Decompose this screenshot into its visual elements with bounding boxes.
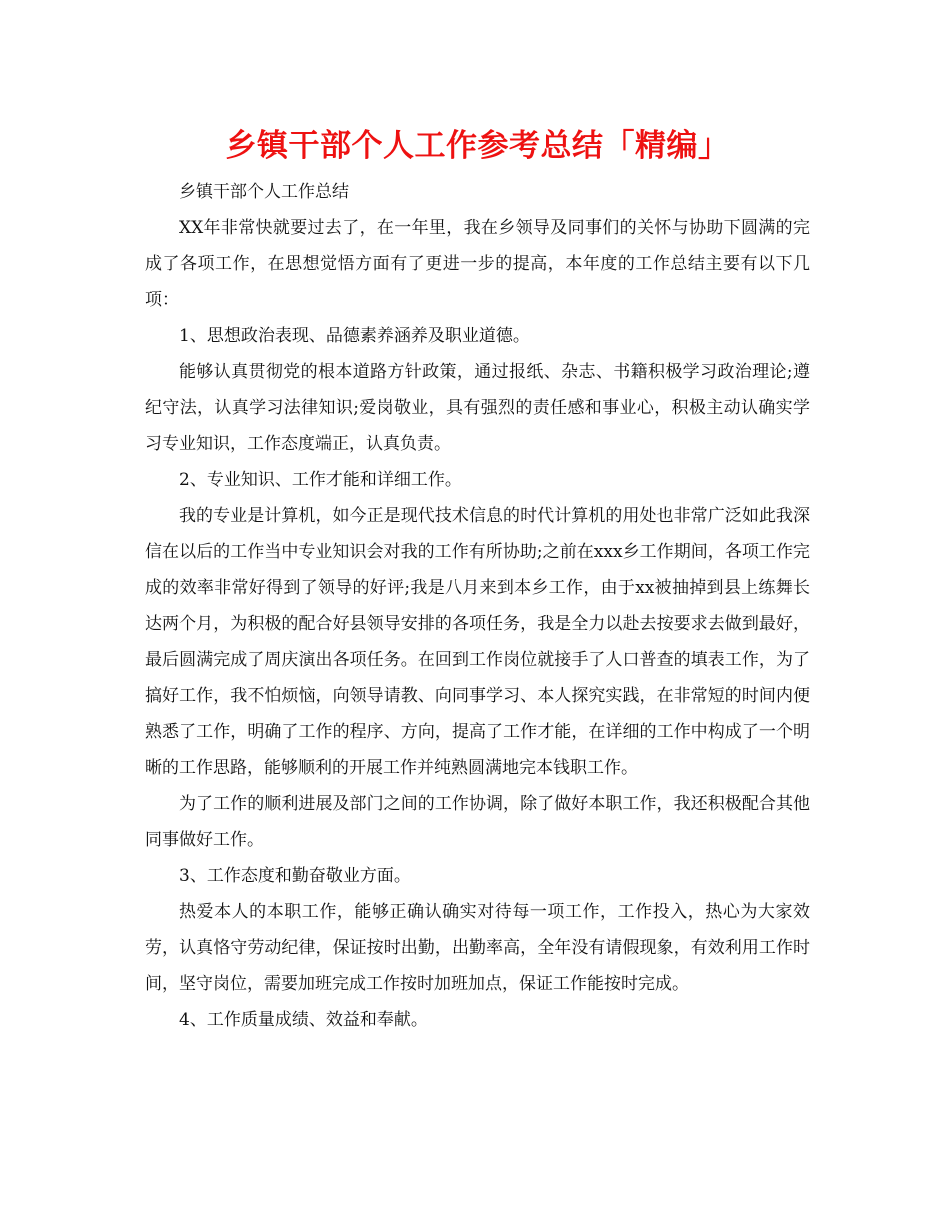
paragraph-section-2-cont: 为了工作的顺利进展及部门之间的工作协调，除了做好本职工作，我还积极配合其他同事做好工作。	[145, 794, 810, 850]
paragraph-section-2: 我的专业是计算机，如今正是现代技术信息的时代计算机的用处也非常广泛如此我深信在以后的工作当中专业知识会对我的工作有所协助;之前在xxx乡工作期间，各项工作完成的效率非常好得到了领导的好评;我是八月来到本乡工作，由于xx被抽掉到县上练舞长达两个月，为积极的配合好县领导安排的各项任务，我是全力以赴去按要求去做到最好，最后圆满完成了周庆演出各项任务。在回到工作岗位就接手了人口普查的填表工作，为了搞好工作，我不怕烦恼，向领导请教、向同事学习、本人探究实践，在非常短的时间内便熟悉了工作，明确了工作的程序、方向，提高了工作才能，在详细的工作中构成了一个明晰的工作思路，能够顺利的开展工作并纯熟圆满地完本钱职工作。	[145, 506, 810, 778]
section-heading-3: 3、工作态度和勤奋敬业方面。	[179, 866, 411, 886]
section-heading-2: 2、专业知识、工作才能和详细工作。	[179, 470, 462, 490]
paragraph-subtitle: 乡镇干部个人工作总结	[179, 182, 349, 202]
document-page	[145, 118, 810, 1038]
paragraph-section-1: 能够认真贯彻党的根本道路方针政策，通过报纸、杂志、书籍积极学习政治理论;遵纪守法，认真学习法律知识;爱岗敬业，具有强烈的责任感和事业心，积极主动认确实学习专业知识，工作态度端正，认真负责。	[145, 362, 810, 454]
paragraph-intro: XX年非常快就要过去了，在一年里，我在乡领导及同事们的关怀与协助下圆满的完成了各项工作，在思想觉悟方面有了更进一步的提高，本年度的工作总结主要有以下几项：	[145, 218, 810, 310]
paragraph-section-3: 热爱本人的本职工作，能够正确认确实对待每一项工作，工作投入，热心为大家效劳，认真恪守劳动纪律，保证按时出勤，出勤率高，全年没有请假现象，有效利用工作时间，坚守岗位，需要加班完成工作按时加班加点，保证工作能按时完成。	[145, 902, 810, 994]
section-heading-1: 1、思想政治表现、品德素养涵养及职业道德。	[179, 326, 530, 346]
document-title: 乡镇干部个人工作参考总结「精编」	[225, 128, 730, 164]
section-heading-4: 4、工作质量成绩、效益和奉献。	[179, 1010, 428, 1030]
